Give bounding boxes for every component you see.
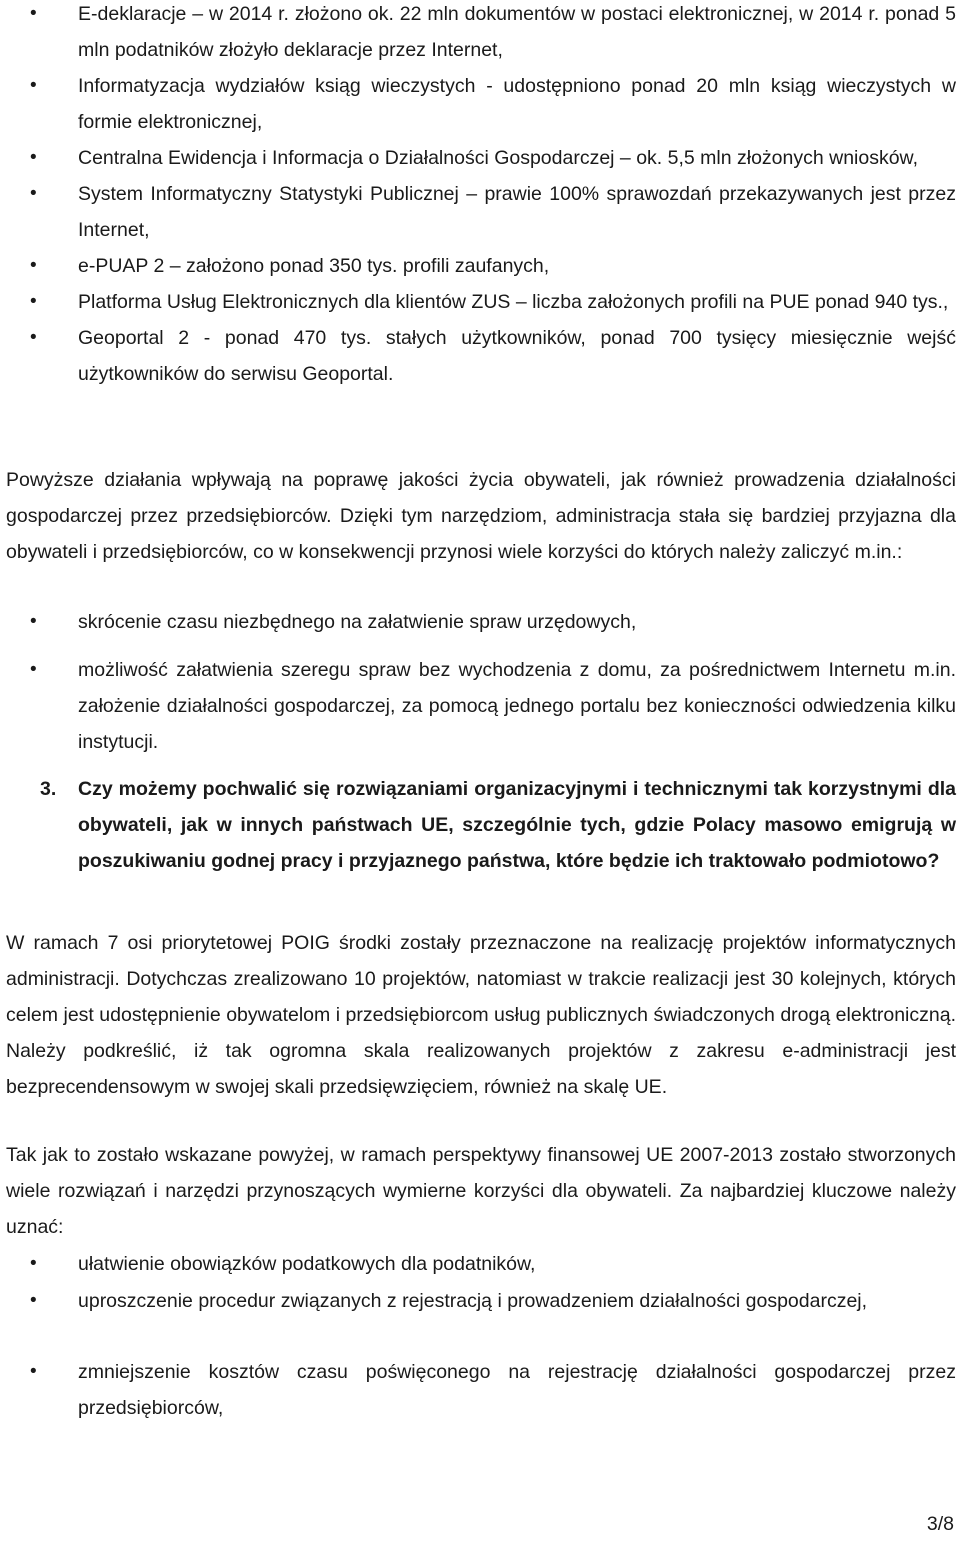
paragraph-poig: W ramach 7 osi priorytetowej POIG środki zostały przeznaczone na realizację projektów informatycznych administracji. Dotychczas zrealizowano 10 projektów, natomiast w trakcie realizacji jest 30 kolejnych, których celem jest udostępnienie obywatelom i przedsiębiorcom usług publicznych świadczonych drogą elektroniczną. Należy podkreślić, iż tak ogromna skala realizowanych projektów z zakresu e-administracji jest bezprecendensowym w swojej skali przedsięwzięciem, również na skalę UE. bbox=[6, 932, 956, 1098]
key-bullet-item bbox=[6, 1283, 956, 1319]
list-item: • uproszczenie procedur związanych z rejestracją i prowadzeniem działalności gospodarczej, bbox=[6, 1283, 956, 1319]
paragraph-benefits-intro: Powyższe działania wpływają na poprawę jakości życia obywateli, jak również prowadzenia działalności gospodarczej przez przedsiębiorców. Dzięki tym narzędziom, administracja stała się bardziej przyjazna dla obywateli i przedsiębiorców, co w konsekwencji przynosi wiele korzyści do których należy zaliczyć m.in.: bbox=[6, 469, 956, 563]
key-bullet-item bbox=[6, 1354, 956, 1426]
top-bullet-list bbox=[6, 0, 956, 392]
list-item: • E-deklaracje – w 2014 r. złożono ok. 22 mln dokumentów w postaci elektronicznej, w 2014 r. ponad 5 mln podatników złożyło deklaracje przez Internet, bbox=[6, 0, 956, 68]
question-number: 3. bbox=[40, 778, 57, 800]
list-item: • skrócenie czasu niezbędnego na załatwienie spraw urzędowych, bbox=[6, 604, 956, 640]
list-item: • System Informatyczny Statystyki Publicznej – prawie 100% sprawozdań przekazywanych jest przez Internet, bbox=[6, 176, 956, 248]
question-text: Czy możemy pochwalić się rozwiązaniami organizacyjnymi i technicznymi tak korzystnymi dla obywateli, jak w innych państwach UE, szczególnie tych, gdzie Polacy masowo emigrują w poszukiwaniu godnej pracy i przyjaznego państwa, które będzie ich traktowało podmiotowo? bbox=[78, 778, 956, 872]
list-item: • możliwość załatwienia szeregu spraw bez wychodzenia z domu, za pośrednictwem Internetu m.in. założenie działalności gospodarczej, za pomocą jednego portalu bez konieczności odwiedzenia kilku instytucji. bbox=[6, 652, 956, 760]
list-item: • e-PUAP 2 – założono ponad 350 tys. profili zaufanych, bbox=[6, 248, 956, 284]
list-item: • Geoportal 2 - ponad 470 tys. stałych użytkowników, ponad 700 tysięcy miesięcznie wejść użytkowników do serwisu Geoportal. bbox=[6, 320, 956, 392]
benefit-bullet-item bbox=[6, 604, 956, 640]
list-item: • Platforma Usług Elektronicznych dla klientów ZUS – liczba założonych profili na PUE ponad 940 tys., bbox=[6, 284, 956, 320]
key-bullet-item bbox=[6, 1246, 956, 1282]
benefit-bullet-item bbox=[6, 652, 956, 760]
question-heading bbox=[6, 771, 956, 879]
list-item: • Informatyzacja wydziałów ksiąg wieczystych - udostępniono ponad 20 mln ksiąg wieczystych w formie elektronicznej, bbox=[6, 68, 956, 140]
list-item: • ułatwienie obowiązków podatkowych dla podatników, bbox=[6, 1246, 956, 1282]
paragraph-perspective: Tak jak to zostało wskazane powyżej, w ramach perspektywy finansowej UE 2007-2013 zostało stworzonych wiele rozwiązań i narzędzi przynoszących wymierne korzyści dla obywateli. Za najbardziej kluczowe należy uznać: bbox=[6, 1144, 956, 1238]
list-item: • zmniejszenie kosztów czasu poświęconego na rejestrację działalności gospodarczej przez przedsiębiorców, bbox=[6, 1354, 956, 1426]
list-item: • Centralna Ewidencja i Informacja o Działalności Gospodarczej – ok. 5,5 mln złożonych wniosków, bbox=[6, 140, 956, 176]
page-number: 3/8 bbox=[926, 1513, 954, 1535]
